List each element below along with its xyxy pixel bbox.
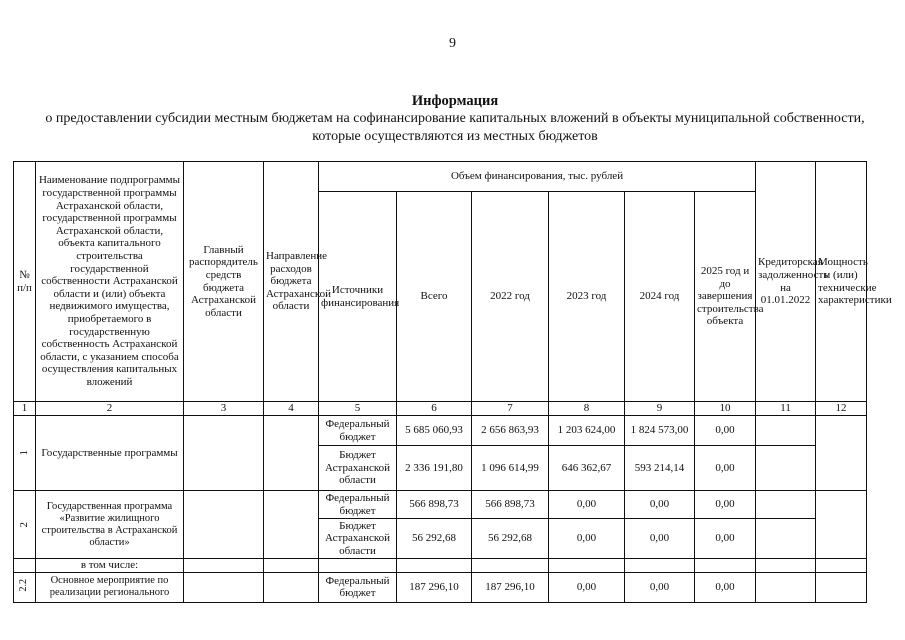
header-col-name: Наименование подпрограммы государственной программы Астраханской области, государственной программы Астраханской области, объекта капитального строительства государственной собственности Астраханской области и (или) объекта недвижимого имущества, приобретаемого в государственную собственность Астраханской области, с указанием способа осуществления капитальных вложений bbox=[36, 162, 184, 402]
y2025-cell: 0,00 bbox=[695, 519, 756, 559]
empty-cell bbox=[319, 559, 397, 573]
empty-cell bbox=[264, 491, 319, 559]
column-number: 11 bbox=[756, 402, 816, 416]
empty-cell bbox=[756, 446, 816, 491]
empty-cell bbox=[816, 491, 867, 559]
y2025-cell: 0,00 bbox=[695, 491, 756, 519]
empty-cell bbox=[816, 416, 867, 491]
source-cell: Бюджет Астраханской области bbox=[319, 519, 397, 559]
header-col-2024: 2024 год bbox=[625, 192, 695, 402]
total-cell: 5 685 060,93 bbox=[397, 416, 472, 446]
document-title: Информация bbox=[411, 93, 499, 109]
empty-cell bbox=[756, 491, 816, 519]
empty-cell bbox=[184, 572, 264, 602]
source-cell: Бюджет Астраханской области bbox=[319, 446, 397, 491]
document-heading bbox=[40, 92, 870, 146]
y2022-cell: 56 292,68 bbox=[472, 519, 549, 559]
empty-cell bbox=[756, 416, 816, 446]
column-number: 2 bbox=[36, 402, 184, 416]
empty-cell bbox=[695, 559, 756, 573]
in-that-number: в том числе: bbox=[36, 559, 184, 573]
y2022-cell: 566 898,73 bbox=[472, 491, 549, 519]
empty-cell bbox=[816, 572, 867, 602]
header-col-number: № п/п bbox=[14, 162, 36, 402]
page-number: 9 bbox=[449, 36, 456, 51]
column-number: 7 bbox=[472, 402, 549, 416]
empty-cell bbox=[264, 559, 319, 573]
y2023-cell: 646 362,67 bbox=[549, 446, 625, 491]
header-col-2023: 2023 год bbox=[549, 192, 625, 402]
header-col-debt: Кредиторская задолженность на 01.01.2022 bbox=[756, 162, 816, 402]
total-cell: 2 336 191,80 bbox=[397, 446, 472, 491]
row-number-cell bbox=[14, 491, 36, 559]
empty-cell bbox=[184, 559, 264, 573]
source-cell: Федеральный бюджет bbox=[319, 416, 397, 446]
empty-cell bbox=[756, 559, 816, 573]
source-cell: Федеральный бюджет bbox=[319, 491, 397, 519]
y2023-cell: 0,00 bbox=[549, 572, 625, 602]
column-number: 4 bbox=[264, 402, 319, 416]
row-name: Государственные программы bbox=[36, 416, 184, 491]
source-cell: Федеральный бюджет bbox=[319, 572, 397, 602]
financing-table bbox=[13, 161, 892, 603]
y2023-cell: 0,00 bbox=[549, 519, 625, 559]
document-subtitle: о предоставлении субсидии местным бюджетам на софинансирование капитальных вложений в объекты муниципальной собственности, которые осуществляются из местных бюджетов bbox=[45, 111, 865, 144]
column-numbers-row bbox=[14, 402, 867, 416]
empty-cell bbox=[625, 559, 695, 573]
y2024-cell: 0,00 bbox=[625, 519, 695, 559]
column-number: 3 bbox=[184, 402, 264, 416]
y2022-cell: 2 656 863,93 bbox=[472, 416, 549, 446]
row-number-cell bbox=[14, 572, 36, 602]
empty-cell bbox=[472, 559, 549, 573]
table-row bbox=[14, 559, 867, 573]
y2025-cell: 0,00 bbox=[695, 416, 756, 446]
y2025-cell: 0,00 bbox=[695, 446, 756, 491]
y2024-cell: 1 824 573,00 bbox=[625, 416, 695, 446]
header-col-2025: 2025 год и до завершения строительства объекта bbox=[695, 192, 756, 402]
header-col-total: Всего bbox=[397, 192, 472, 402]
total-cell: 566 898,73 bbox=[397, 491, 472, 519]
header-col-direction: Направление расходов бюджета Астраханской области bbox=[264, 162, 319, 402]
empty-cell bbox=[549, 559, 625, 573]
header-col-sources: Источники финансирования bbox=[319, 192, 397, 402]
header-col-2022: 2022 год bbox=[472, 192, 549, 402]
header-col-manager: Главный распорядитель средств бюджета Астраханской области bbox=[184, 162, 264, 402]
row-number: 2.2 bbox=[18, 579, 30, 592]
column-number: 5 bbox=[319, 402, 397, 416]
row-name: Государственная программа «Развитие жилищного строительства в Астраханской области» bbox=[36, 491, 184, 559]
column-number: 1 bbox=[14, 402, 36, 416]
column-number: 12 bbox=[816, 402, 867, 416]
row-number: 2 bbox=[18, 521, 31, 528]
column-number: 9 bbox=[625, 402, 695, 416]
header-group-financing: Объем финансирования, тыс. рублей bbox=[319, 162, 756, 192]
y2024-cell: 0,00 bbox=[625, 572, 695, 602]
y2023-cell: 0,00 bbox=[549, 491, 625, 519]
y2022-cell: 187 296,10 bbox=[472, 572, 549, 602]
total-cell: 187 296,10 bbox=[397, 572, 472, 602]
column-number: 10 bbox=[695, 402, 756, 416]
empty-cell bbox=[816, 559, 867, 573]
y2022-cell: 1 096 614,99 bbox=[472, 446, 549, 491]
empty-cell bbox=[264, 572, 319, 602]
empty-cell bbox=[14, 559, 36, 573]
empty-cell bbox=[184, 416, 264, 491]
y2024-cell: 593 214,14 bbox=[625, 446, 695, 491]
row-name: Основное мероприятие по реализации регионального bbox=[36, 572, 184, 602]
table-row bbox=[14, 572, 867, 602]
y2024-cell: 0,00 bbox=[625, 491, 695, 519]
empty-cell bbox=[397, 559, 472, 573]
empty-cell bbox=[756, 572, 816, 602]
y2025-cell: 0,00 bbox=[695, 572, 756, 602]
table-row bbox=[14, 416, 867, 446]
y2023-cell: 1 203 624,00 bbox=[549, 416, 625, 446]
table-row bbox=[14, 491, 867, 519]
header-row-1 bbox=[14, 162, 867, 192]
empty-cell bbox=[756, 519, 816, 559]
empty-cell bbox=[264, 416, 319, 491]
header-col-capacity: Мощность и (или) технические характеристики bbox=[816, 162, 867, 402]
empty-cell bbox=[184, 491, 264, 559]
row-number-cell bbox=[14, 416, 36, 491]
total-cell: 56 292,68 bbox=[397, 519, 472, 559]
row-number: 1 bbox=[18, 450, 31, 456]
column-number: 8 bbox=[549, 402, 625, 416]
column-number: 6 bbox=[397, 402, 472, 416]
